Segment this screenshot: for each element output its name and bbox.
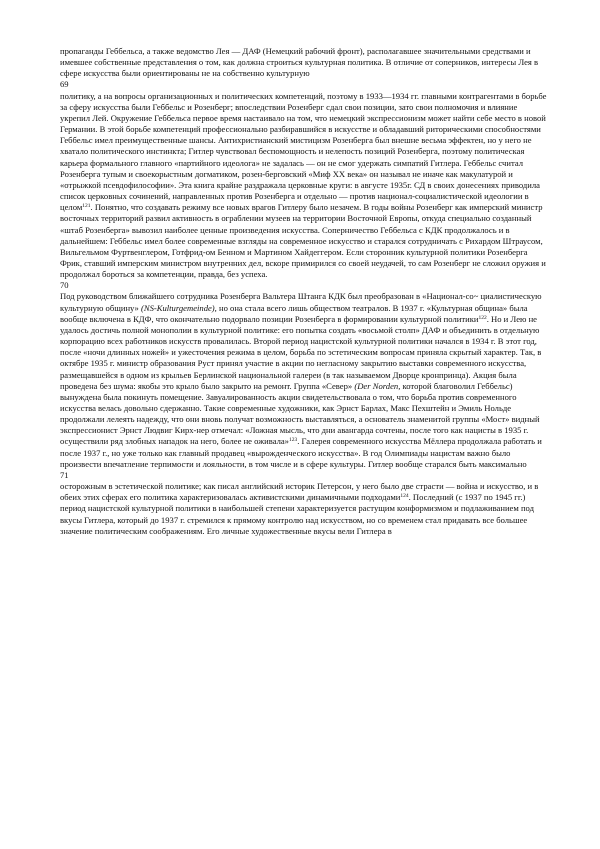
text-paragraph xyxy=(60,291,548,470)
footnote-reference[interactable]: 122 xyxy=(478,314,487,321)
text-run: . Понятно, что создавать режиму все новых врагов Гитлеру было незачем. В годы войны Розенберг как имперский министр восточных территорий развил активность в ограблении музеев на территории Восточной Европы, откуда специально созданный «штаб Розенберга» вывозил наиболее ценные произведения искусства. Соперничество Геббельса с КДК продолжалось и в дальнейшем: Геббельс имел более современные взгляды на современное искусство и старался сотрудничать с Рихардом Штраусом, Вильгельмом Фуртвенглером, Готфрид-ом Бенном и Мартином Хайдеггером. Если сторонник культурной политики Розенберга Фрик, ставший имперским министром внутренних дел, вскоре примирился со своей неудачей, то сам Розенберг не сложил оружия и продолжал бороться за компетенции, правда, без успеха. xyxy=(60,202,546,280)
text-run: осторожным в эстетической политике; как писал английский историк Петерсон, у него было две страсти — война и искусство, и в обеих этих сферах его политика характеризовалась активистскими динамичными подходами xyxy=(60,481,539,503)
page-number: 71 xyxy=(60,469,69,480)
text-run: которой благоволил Геббельс) вынуждена была покинуть помещение. Завуалированность акции свидетельствовала о том, что борьба против современного искусства велась довольно сдержанно. Такие современные художники, как Эрнст Барлах, Макс Пехштейн и Эмиль Нольде продолжали лелеять надежду, что они вновь получат возможность выставляться, а основатель знаменитой группы «Мост» видный экспрессионист Эрнст Людвиг Кирх-нер отмечал: «Ложная мысль, что дни авангарда сочтены, после того как нацисты в 1935 г. осуществили ряд злобных нападок на него, более не оживала» xyxy=(60,380,540,447)
footnote-reference[interactable]: 121 xyxy=(82,203,91,210)
page-number: 70 xyxy=(60,280,69,291)
text-run: политику, а на вопросы организационных и политических компетенций, поэтому в 1933—1934 гг. главными контрагентами в борьбе за сферу искусства были Геббельс и Розенберг; впоследствии Розенберг сдал свои позиции, зато свои полномочия и влияние укрепил Лей. Окружение Геббельса первое время настаивало на том, что немецкий экспрессионизм может найти себе место в новой Германии. В этой борьбе компетенций профессионально разбиравшийся в искусстве и обладавший риторическими способностями Геббельс имел преимущественные шансы. Антихристианский мистицизм Розенберга был внешне весьма эффектен, но у него не хватало политического инстинкта; Гитлер чувствовал беспомощность и нелепость позиций Розенберга, поэтому политическая карьера формального главного «партийного идеолога» не задалась — он не смог удержать симпатий Гитлера. Геббельс считал Розенберга тупым и своекорыстным догматиком, розен-берговский «Миф XX века» он называл не иначе как макулатурой и «отрыжкой псевдофилософии». Эта книга крайне раздражала церковные круги: в августе 1935г. СД в своих донесениях приводила список церковных сочинений, направленных против Розенберга и отдельно — против национал-социалистической идеологии в целом xyxy=(60,90,547,213)
text-run: . Галерея современного искусства Мёллера продолжала работать и после 1937 г., но уже только как главный продавец «вырожденческого искусства». В год Олимпиады нацистам важно было произвести впечатление терпимости и лояльности, в том числе и в сфере культуры. Гитлер вообще старался быть максимально xyxy=(60,436,542,469)
footnote-reference[interactable]: 124 xyxy=(400,493,409,500)
text-paragraph xyxy=(60,46,548,79)
text-paragraph xyxy=(60,481,548,537)
text-run: . Последний (с 1937 по 1945 гг.) период нацистской культурной политики в наибольшей степени характеризуется растущим конформизмом и подлаживанием под вкусы Гитлера, который до 1937 г. стремился к прямому контролю над искусством, но со временем стал придавать все большее значение политическим соображениям. Его личные художественные вкусы вели Гитлера в xyxy=(60,492,534,536)
page-number: 69 xyxy=(60,79,69,90)
text-run: но она стала всего лишь обществом театралов. В 1937 г. «Культурная община» была вообще включена в КДФ, что окончательно подорвало позиции Розенберга в формировании культурной политики xyxy=(60,302,528,324)
text-paragraph xyxy=(60,91,548,281)
text-run: пропаганды Геббельса, а также ведомство Лея — ДАФ (Немецкий рабочий фронт), располагавшее значительными средствами и имевшее собственные представления о том, как должна строиться культурная политика. В отличие от соперников, интересы Лея в сфере искусства были ориентированы не на собственно культурную xyxy=(60,46,539,79)
text-run: Под руководством ближайшего сотрудника Розенберга Вальтера Штанга КДК был преобразован в «Национал-со~ циалистическую культурную общину» xyxy=(60,291,542,313)
italic-text: (Der Norden, xyxy=(354,380,401,391)
italic-text: (NS-Kulturgemeinde), xyxy=(141,302,217,313)
text-run: . Но и Лею не удалось достичь полной монополии в культурной политике: его попытка создать «восьмой столп» ДАФ и объединить в отдельную корпорацию всех работников искусств провалилась. Второй период нацистской культурной политики начался в 1934 г. В этот год, после «ночи длинных ножей» и ужесточения режима в целом, борьба по эстетическим вопросам приняла скрытый характер. Так, в октябре 1935 г. министр образования Руст принял участие в акции по негласному закрытию выставки современного искусства, размещавшейся в одном из крыльев Берлинской национальной галереи (в так называемом Дворце кронпринца). Акция была проведена без шума: якобы это крыло было закрыто на ремонт. Группа «Север» xyxy=(60,313,542,391)
footnote-reference[interactable]: 123 xyxy=(288,437,298,444)
